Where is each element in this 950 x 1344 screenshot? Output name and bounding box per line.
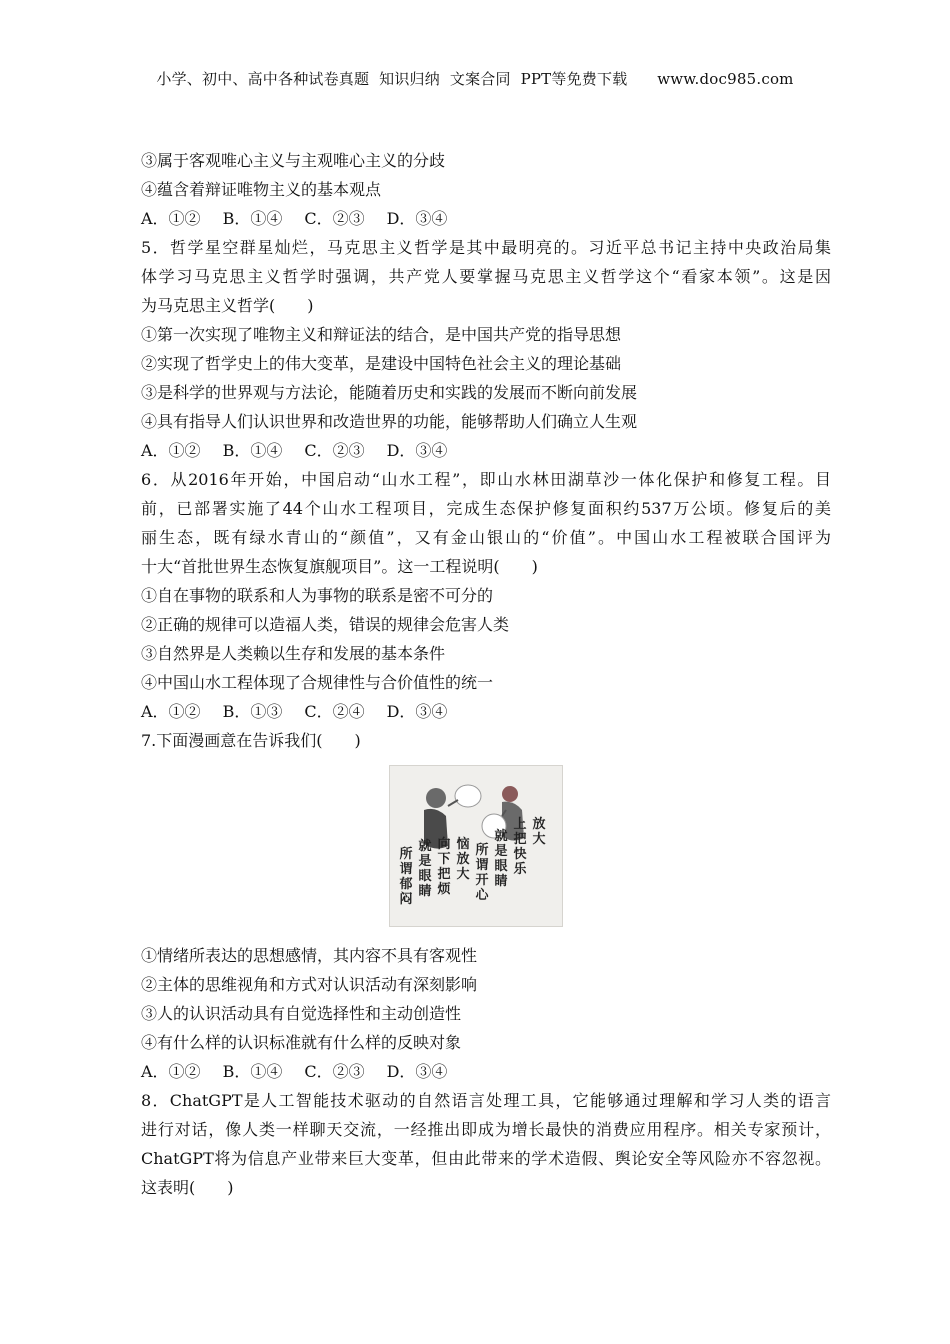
cartoon-text-column: 就是眼睛 — [494, 829, 508, 889]
cartoon-drawing — [390, 766, 562, 926]
q8-stem-line-1: 8．ChatGPT是人工智能技术驱动的自然语言处理工具，它能够通过理解和学习人类的语言 — [141, 1091, 831, 1110]
q4-options — [141, 204, 831, 233]
q8-stem-line-3: ChatGPT将为信息产业带来巨大变革，但由此带来的学术造假、舆论安全等风险亦不容忽视。 — [141, 1149, 831, 1168]
q4-option-c: C．②③ — [304, 209, 365, 228]
magnifier-left-handle — [448, 800, 458, 806]
q6-options — [141, 697, 831, 726]
q4-item-3: ③属于客观唯心主义与主观唯心主义的分歧 — [141, 151, 446, 170]
q6-item-1: ①自在事物的联系和人为事物的联系是密不可分的 — [141, 586, 494, 605]
q4-option-a: A．①② — [141, 209, 201, 228]
q5-stem-line-1: 5．哲学星空群星灿烂，马克思主义哲学是其中最明亮的。习近平总书记主持中央政治局集 — [141, 238, 831, 257]
q5-stem-line-2: 体学习马克思主义哲学时强调，共产党人要掌握马克思主义哲学这个“看家本领”。这是因 — [141, 267, 831, 286]
cartoon-text-column: 放大 — [532, 817, 546, 847]
q5-option-d: D．③④ — [386, 441, 448, 460]
q7-options — [141, 1057, 831, 1086]
q4-option-b: B．①④ — [222, 209, 283, 228]
q8-stem-line-2: 进行对话，像人类一样聊天交流，一经推出即成为增长最快的消费应用程序。相关专家预计， — [141, 1120, 831, 1139]
question-content — [141, 146, 831, 1202]
q6-item-3: ③自然界是人类赖以生存和发展的基本条件 — [141, 644, 446, 663]
q5-option-a: A．①② — [141, 441, 201, 460]
q8-stem-line-4: 这表明( ) — [141, 1178, 234, 1197]
q5-options — [141, 436, 831, 465]
q7-option-c: C．②③ — [304, 1062, 365, 1081]
q5-stem-line-3: 为马克思主义哲学( ) — [141, 296, 314, 315]
q6-stem-line-1: 6．从2016年开始，中国启动“山水工程”，即山水林田湖草沙一体化保护和修复工程。目 — [141, 470, 831, 489]
cartoon-text-column: 所谓郁闷 — [399, 847, 413, 907]
q7-item-4: ④有什么样的认识标准就有什么样的反映对象 — [141, 1033, 462, 1052]
q4-option-d: D．③④ — [386, 209, 448, 228]
page-header: 小学、初中、高中各种试卷真题 知识归纳 文案合同 PPT等免费下载 www.doc985.com — [156, 70, 794, 88]
q7-item-3: ③人的认识活动具有自觉选择性和主动创造性 — [141, 1004, 462, 1023]
cartoon-text-column: 就是眼睛 — [418, 839, 432, 899]
cartoon-text-column: 上把快乐 — [513, 817, 527, 877]
q4-item-4: ④蕴含着辩证唯物主义的基本观点 — [141, 180, 382, 199]
q7-option-b: B．①④ — [222, 1062, 283, 1081]
q7-option-d: D．③④ — [386, 1062, 448, 1081]
q7-stem: 7.下面漫画意在告诉我们( ) — [141, 731, 361, 750]
q6-option-a: A．①② — [141, 702, 201, 721]
q6-stem-line-4: 十大“首批世界生态恢复旗舰项目”。这一工程说明( ) — [141, 557, 538, 576]
q6-stem-line-3: 丽生态，既有绿水青山的“颜值”，又有金山银山的“价值”。中国山水工程被联合国评为 — [141, 528, 831, 547]
q5-option-c: C．②③ — [304, 441, 365, 460]
figure-left-head — [426, 788, 446, 808]
q5-item-1: ①第一次实现了唯物主义和辩证法的结合，是中国共产党的指导思想 — [141, 325, 622, 344]
q5-option-b: B．①④ — [222, 441, 283, 460]
q5-item-4: ④具有指导人们认识世界和改造世界的功能，能够帮助人们确立人生观 — [141, 412, 638, 431]
q7-figure — [141, 765, 831, 937]
q6-option-c: C．②④ — [304, 702, 365, 721]
q7-item-1: ①情绪所表达的思想感情，其内容不具有客观性 — [141, 946, 478, 965]
q6-item-2: ②正确的规律可以造福人类，错误的规律会危害人类 — [141, 615, 510, 634]
figure-right-head — [502, 786, 518, 802]
q6-stem-line-2: 前，已部署实施了44个山水工程项目，完成生态保护修复面积约537万公顷。修复后的美 — [141, 499, 831, 518]
magnifier-left — [455, 785, 481, 807]
q5-item-2: ②实现了哲学史上的伟大变革，是建设中国特色社会主义的理论基础 — [141, 354, 622, 373]
cartoon-text-column: 恼放大 — [456, 837, 470, 882]
q6-option-b: B．①③ — [222, 702, 283, 721]
cartoon-text-column: 向下把烦 — [437, 837, 451, 897]
q7-option-a: A．①② — [141, 1062, 201, 1081]
q6-option-d: D．③④ — [386, 702, 448, 721]
q6-item-4: ④中国山水工程体现了合规律性与合价值性的统一 — [141, 673, 494, 692]
q5-item-3: ③是科学的世界观与方法论，能随着历史和实践的发展而不断向前发展 — [141, 383, 638, 402]
cartoon-image — [389, 765, 563, 927]
cartoon-text-column: 所谓开心 — [475, 843, 489, 903]
q7-item-2: ②主体的思维视角和方式对认识活动有深刻影响 — [141, 975, 478, 994]
